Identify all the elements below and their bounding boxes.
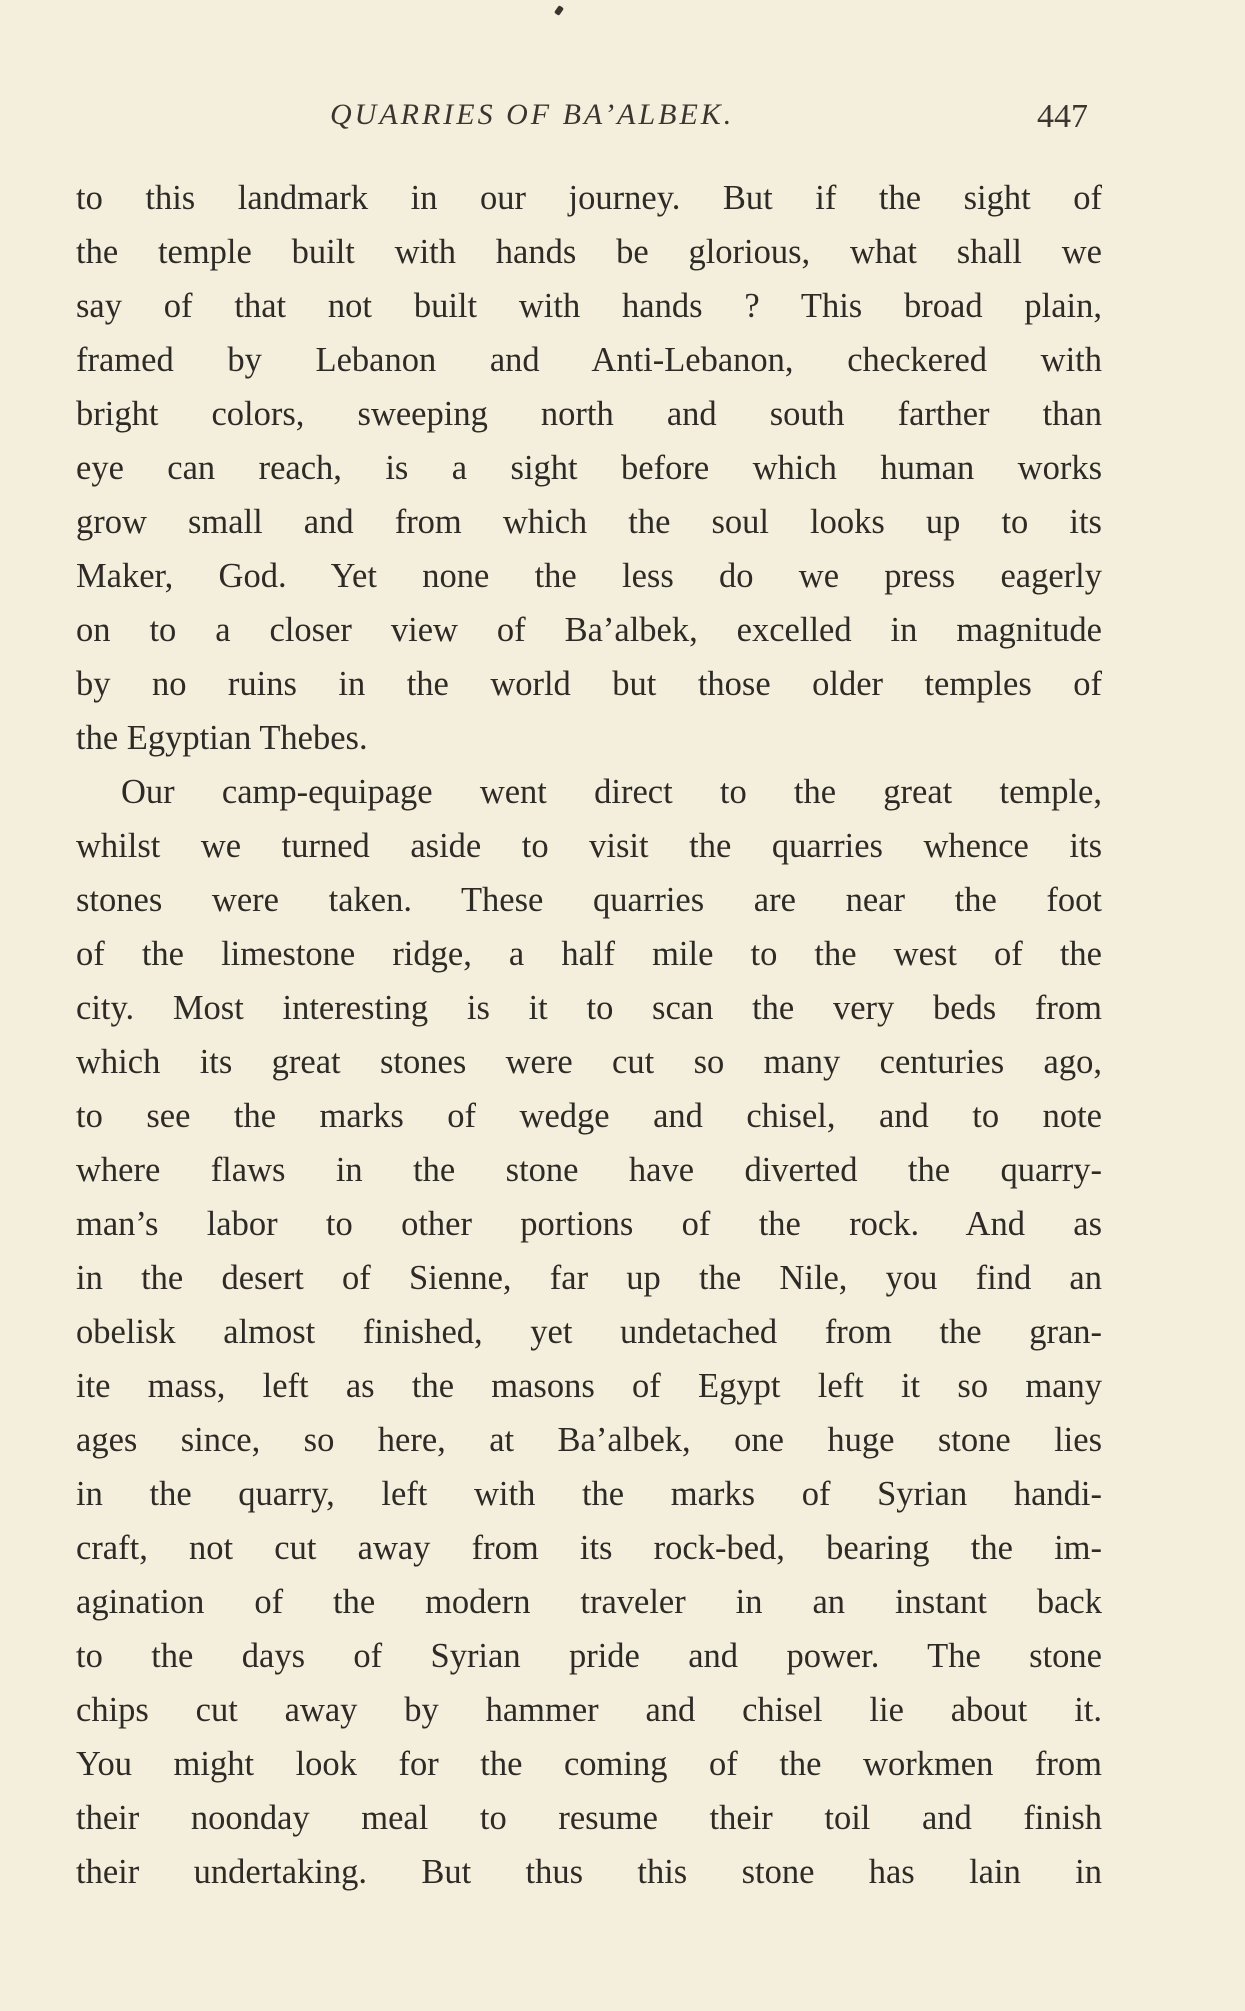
text-line: their undertaking. But thus this stone has lain in (76, 1853, 1102, 1891)
ink-mark (554, 5, 564, 16)
text-line: grow small and from which the soul looks up to its (76, 503, 1102, 541)
text-line: the Egyptian Thebes. (76, 719, 368, 757)
text-line: chips cut away by hammer and chisel lie about it. (76, 1691, 1102, 1729)
text-line: whilst we turned aside to visit the quarries whence its (76, 827, 1102, 865)
text-line: to the days of Syrian pride and power. The stone (76, 1637, 1102, 1675)
text-line: Maker, God. Yet none the less do we press eagerly (76, 557, 1102, 595)
text-line: ages since, so here, at Ba’albek, one huge stone lies (76, 1421, 1102, 1459)
paragraph-first-line: Our camp-equipage went direct to the great temple, (121, 773, 1102, 811)
running-head: QUARRIES OF BA’ALBEK. (330, 98, 735, 131)
text-line: bright colors, sweeping north and south farther than (76, 395, 1102, 433)
text-line: framed by Lebanon and Anti-Lebanon, checkered with (76, 341, 1102, 379)
text-line: on to a closer view of Ba’albek, excelled in magnitude (76, 611, 1102, 649)
text-line: their noonday meal to resume their toil and finish (76, 1799, 1102, 1837)
text-line: in the quarry, left with the marks of Syrian handi- (76, 1475, 1102, 1513)
text-line: man’s labor to other portions of the rock. And as (76, 1205, 1102, 1243)
text-line: agination of the modern traveler in an instant back (76, 1583, 1102, 1621)
text-line: You might look for the coming of the workmen from (76, 1745, 1102, 1783)
text-line: the temple built with hands be glorious, what shall we (76, 233, 1102, 271)
text-line: craft, not cut away from its rock-bed, bearing the im- (76, 1529, 1102, 1567)
text-line: say of that not built with hands ? This broad plain, (76, 287, 1102, 325)
page-number: 447 (1037, 98, 1088, 135)
text-line: to see the marks of wedge and chisel, and to note (76, 1097, 1102, 1135)
text-line: to this landmark in our journey. But if the sight of (76, 179, 1102, 217)
text-line: city. Most interesting is it to scan the very beds from (76, 989, 1102, 1027)
text-line: obelisk almost finished, yet undetached from the gran- (76, 1313, 1102, 1351)
text-line: stones were taken. These quarries are near the foot (76, 881, 1102, 919)
text-line: which its great stones were cut so many centuries ago, (76, 1043, 1102, 1081)
text-line: of the limestone ridge, a half mile to the west of the (76, 935, 1102, 973)
text-line: ite mass, left as the masons of Egypt left it so many (76, 1367, 1102, 1405)
text-line: eye can reach, is a sight before which human works (76, 449, 1102, 487)
text-line: by no ruins in the world but those older temples of (76, 665, 1102, 703)
text-line: where flaws in the stone have diverted the quarry- (76, 1151, 1102, 1189)
text-line: in the desert of Sienne, far up the Nile, you find an (76, 1259, 1102, 1297)
